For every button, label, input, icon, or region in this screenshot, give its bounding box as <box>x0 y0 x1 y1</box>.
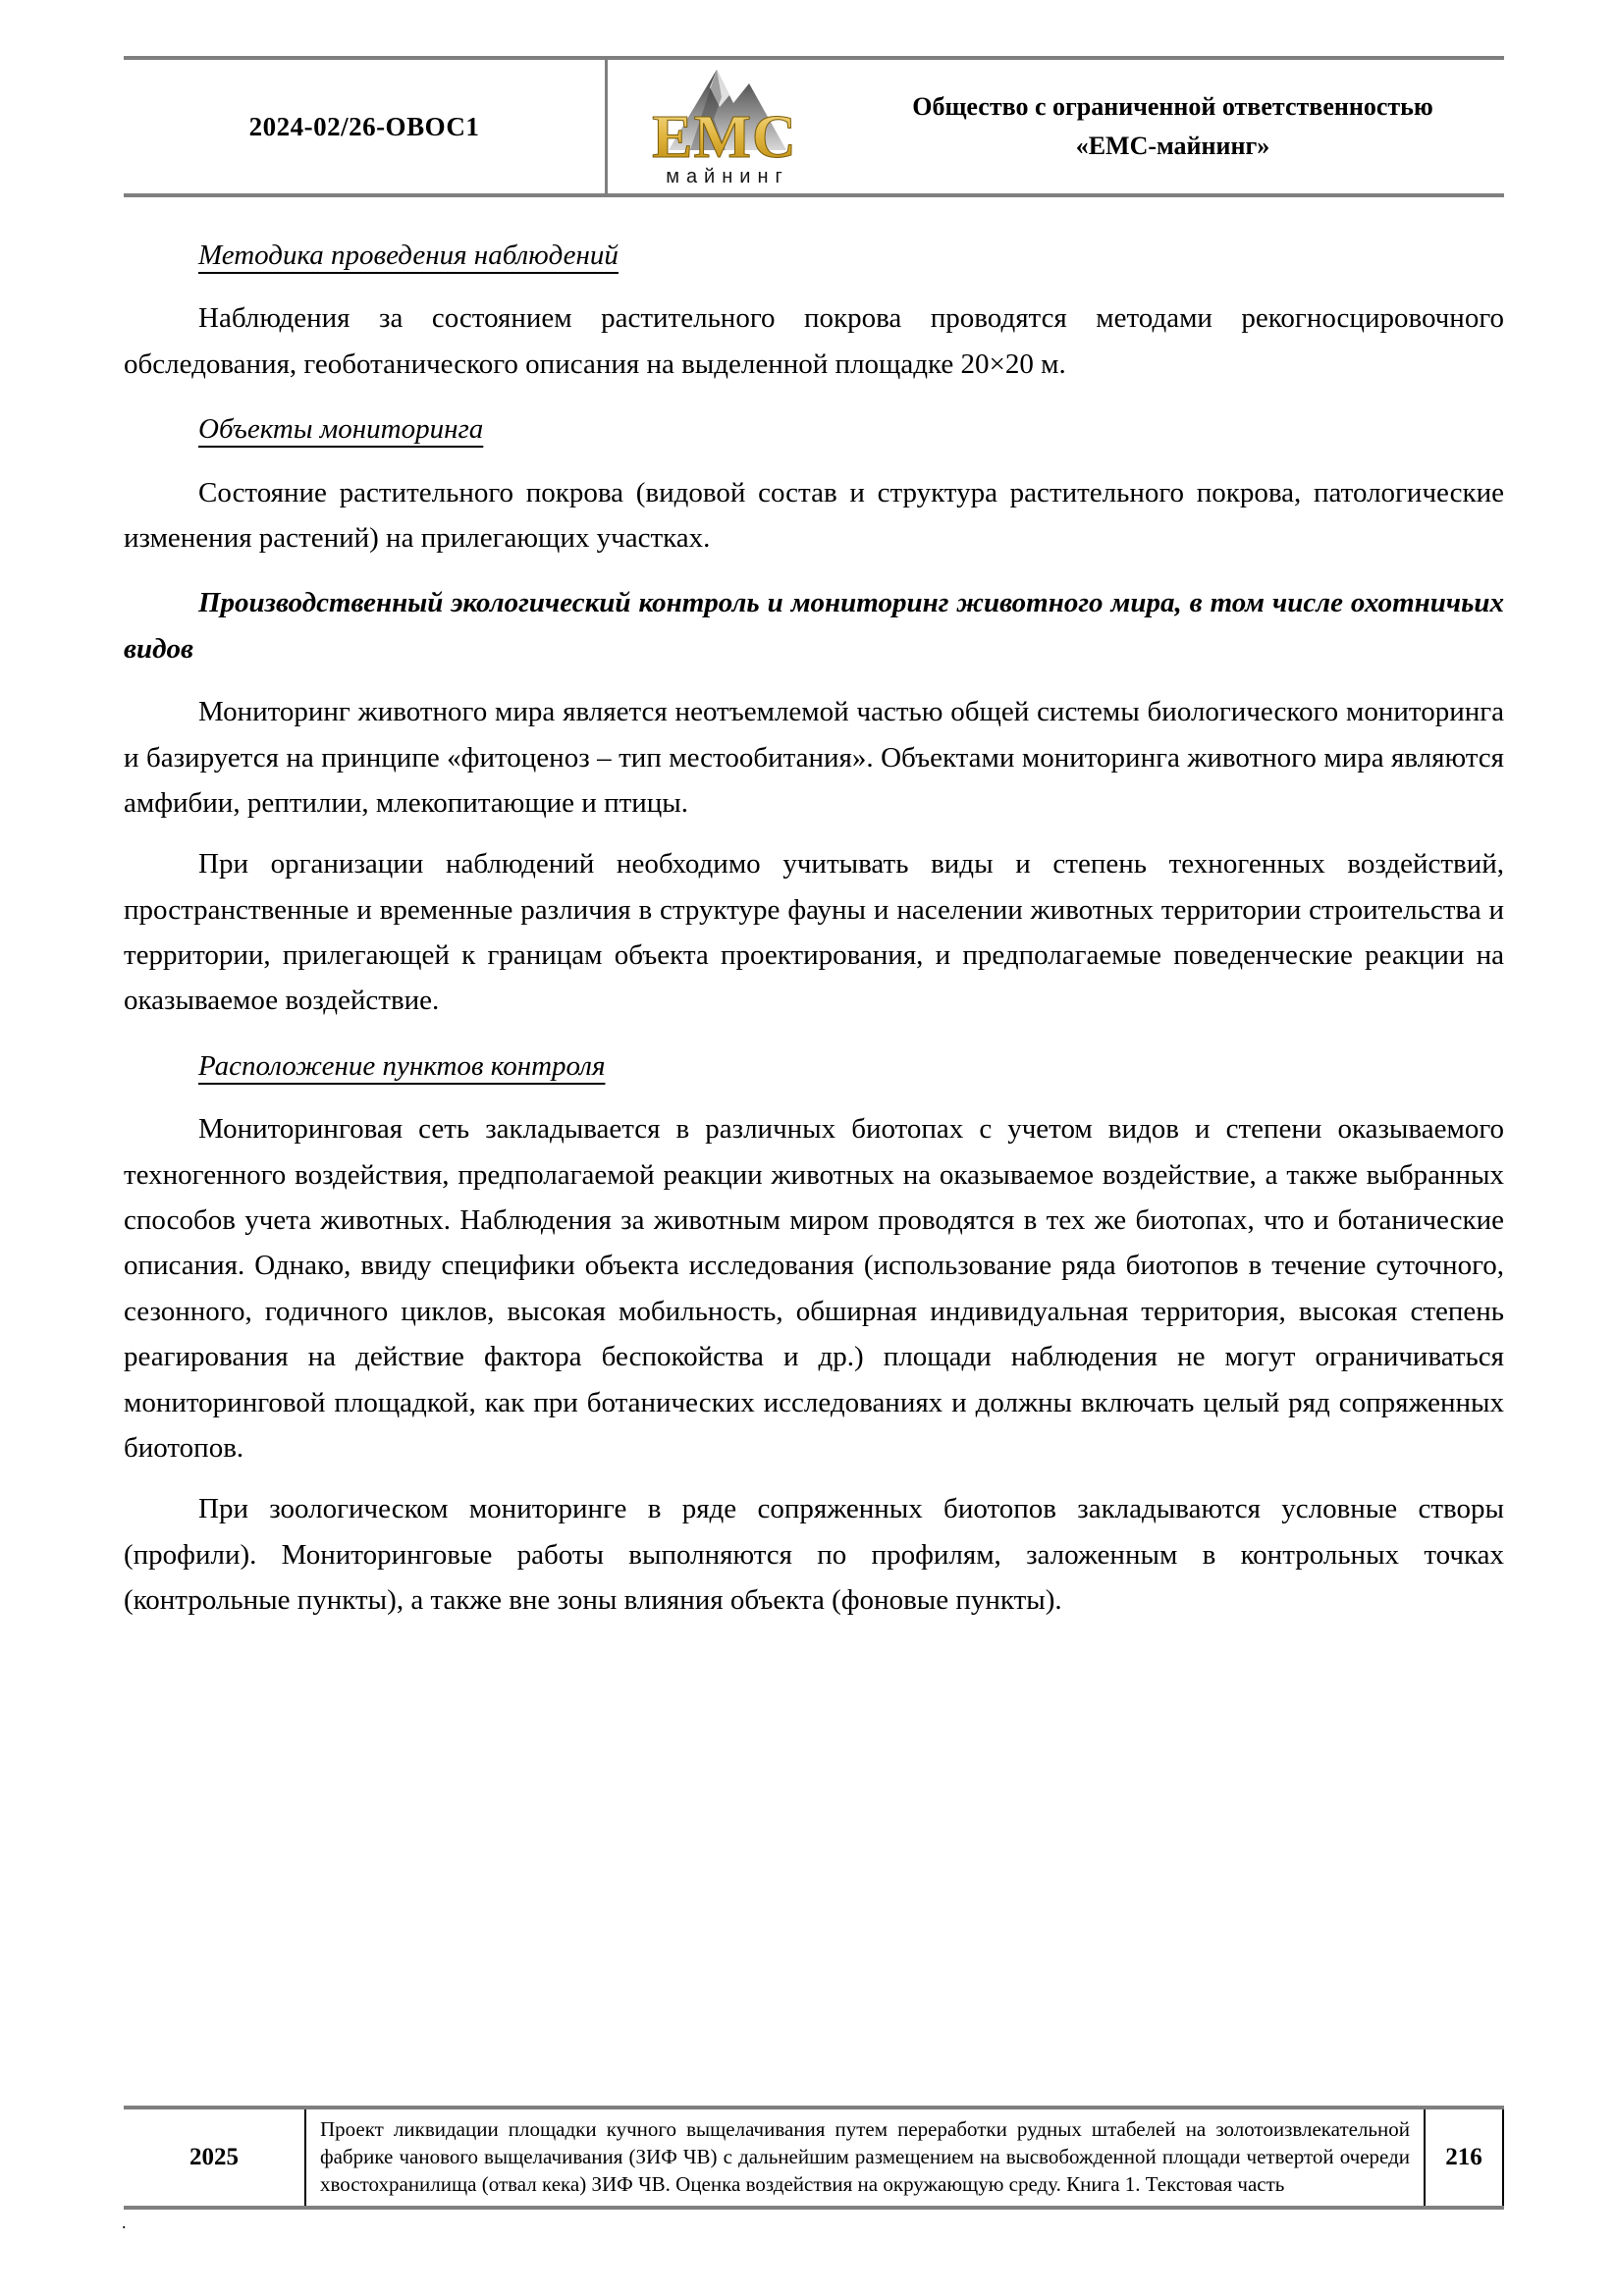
section-heading-industrial-environmental-control: Производственный экологический контроль и мониторинг животного мира, в том числе охотничьих видов <box>124 587 1504 665</box>
logo-mining-text: майнинг <box>666 166 789 187</box>
page-number: 216 <box>1445 2144 1482 2171</box>
stray-mark: . <box>122 2213 127 2232</box>
document-body <box>124 197 1504 1639</box>
footer-project-description: Проект ликвидации площадки кучного выщелачивания путем переработки рудных штабелей на золотоизвлекательной фабрике чанового выщелачивания (ЗИФ ЧВ) с дальнейшим размещением на высвобожденной площади четвертой очереди хвостохранилища (отвал кека) ЗИФ ЧВ. Оценка воздействия на окружающую среду. Книга 1. Текстовая часть <box>304 2109 1426 2206</box>
company-name-cell <box>841 60 1504 193</box>
section-heading-control-points-location: Расположение пунктов контроля <box>198 1049 606 1082</box>
company-name-line2: «ЕМС-майнинг» <box>1075 132 1270 160</box>
footer-year-cell <box>124 2109 304 2206</box>
paragraph: Состояние растительного покрова (видовой состав и структура растительного покрова, патологические изменения растений) на прилегающих участках. <box>124 476 1504 554</box>
paragraph: При организации наблюдений необходимо учитывать виды и степень техногенных воздействий, пространственные и временные различия в структуре фауны и населении животных территории строительства и территории, прилегающей к границам объекта проектирования, и предполагаемые поведенческие реакции на оказываемое воздействие. <box>124 848 1504 1017</box>
logo-cell <box>608 60 841 193</box>
page-footer <box>124 2106 1504 2210</box>
section-heading-methodology: Методика проведения наблюдений <box>198 240 619 271</box>
page-header <box>124 56 1504 197</box>
section-heading-monitoring-objects: Объекты мониторинга <box>198 413 484 446</box>
paragraph: Мониторинг животного мира является неотъемлемой частью общей системы биологического мониторинга и базируется на принципе «фитоценоз – тип местообитания». Объектами мониторинга животного мира являются амфибии, рептилии, млекопитающие и птицы. <box>124 696 1504 819</box>
footer-year: 2025 <box>189 2144 239 2171</box>
paragraph: Мониторинговая сеть закладывается в различных биотопах с учетом видов и степени оказываемого техногенного воздействия, предполагаемой реакции животных на оказываемое воздействие, а также выбранных способов учета животных. Наблюдения за животным миром проводятся в тех же биотопах, что и ботанические описания. Однако, ввиду специфики объекта исследования (использование ряда биотопов в течение суточного, сезонного, годичного циклов, высокая мобильность, обширная индивидуальная территория, высокая степень реагирования на действие фактора беспокойства и др.) площади наблюдения не могут ограничиваться мониторинговой площадкой, как при ботанических исследованиях и должны включать целый ряд сопряженных биотопов. <box>124 1113 1504 1464</box>
company-logo-icon <box>618 64 832 189</box>
paragraph: Наблюдения за состоянием растительного покрова проводятся методами рекогносцировочного обследования, геоботанического описания на выделенной площадке 20×20 м. <box>124 302 1504 380</box>
doc-number: 2024-02/26-ОВОС1 <box>248 111 480 141</box>
paragraph: При зоологическом мониторинге в ряде сопряженных биотопов закладываются условные створы (профили). Мониторинговые работы выполняются по профилям, заложенным в контрольных точках (контрольные пункты), а также вне зоны влияния объекта (фоновые пункты). <box>124 1493 1504 1617</box>
doc-number-cell <box>124 60 608 193</box>
footer-page-number-cell <box>1426 2109 1504 2206</box>
logo-emc-text: ЕМС <box>652 104 797 171</box>
company-name-line1: Общество с ограниченной ответственностью <box>912 91 1433 121</box>
